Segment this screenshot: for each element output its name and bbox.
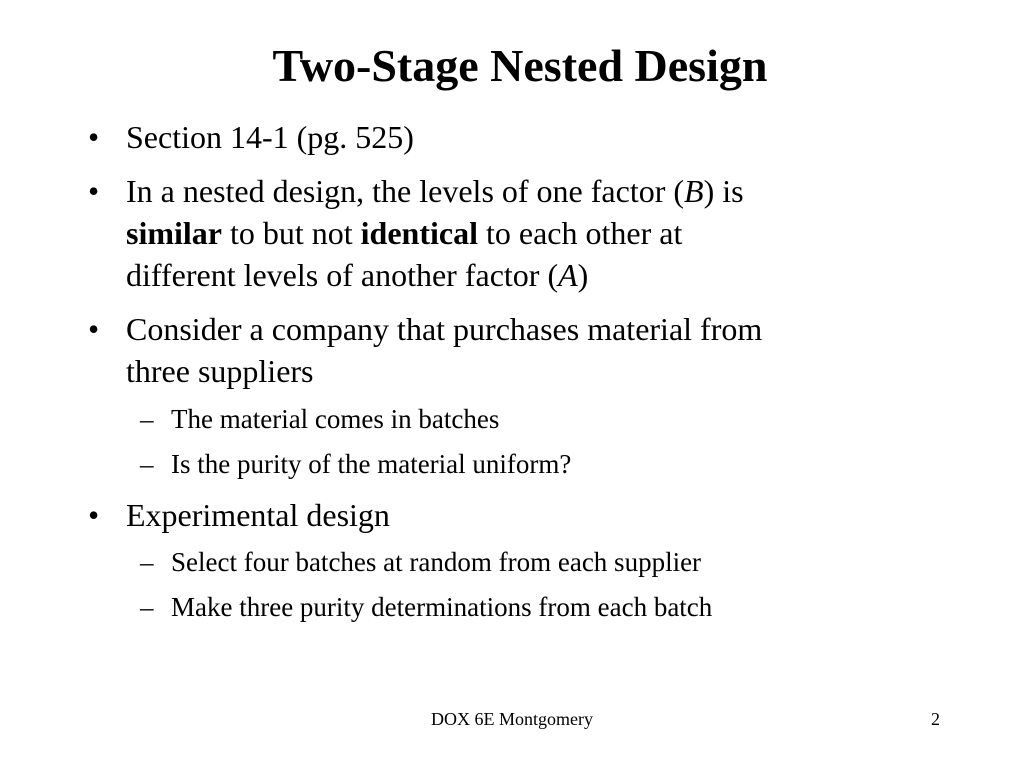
bullet-text [126,170,936,296]
dash-marker: – [140,547,154,577]
bullet-marker: • [88,311,100,347]
sub-bullet-text: The material comes in batches [171,404,500,434]
text-run: ) [577,257,589,293]
italic-factor-b: B [684,173,704,209]
bold-identical: identical [360,215,478,251]
dash-marker: – [140,592,154,622]
bullet-line [126,254,936,296]
footer-label: DOX 6E Montgomery [431,709,593,729]
text-run: to but not [221,215,361,251]
sub-bullet-text: Make three purity determinations from each batch [171,592,713,622]
italic-factor-a: A [558,257,578,293]
sub-bullet-text: Is the purity of the material uniform? [171,449,572,479]
bullet-line: Consider a company that purchases material from [126,311,763,347]
text-run: In a nested design, the levels of one factor ( [126,173,685,209]
dash-marker: – [140,404,154,434]
dash-marker: – [140,449,154,479]
page-number: 2 [931,709,940,729]
text-run: ) is [703,173,744,209]
sub-bullet-text: Select four batches at random from each supplier [171,547,702,577]
bullet-text: Experimental design [126,497,390,533]
bullet-marker: • [88,497,100,533]
bullet-text [126,308,936,392]
slide-title: Two-Stage Nested Design [272,40,768,91]
bullet-line [126,212,936,254]
bullet-line [126,170,936,212]
bullet-line: three suppliers [126,353,314,389]
bullet-text: Section 14-1 (pg. 525) [126,119,414,155]
bullet-marker: • [88,173,100,209]
bold-similar: similar [126,215,222,251]
bullet-marker: • [88,119,100,155]
text-run: to each other at [477,215,683,251]
text-run: different levels of another factor ( [126,257,559,293]
